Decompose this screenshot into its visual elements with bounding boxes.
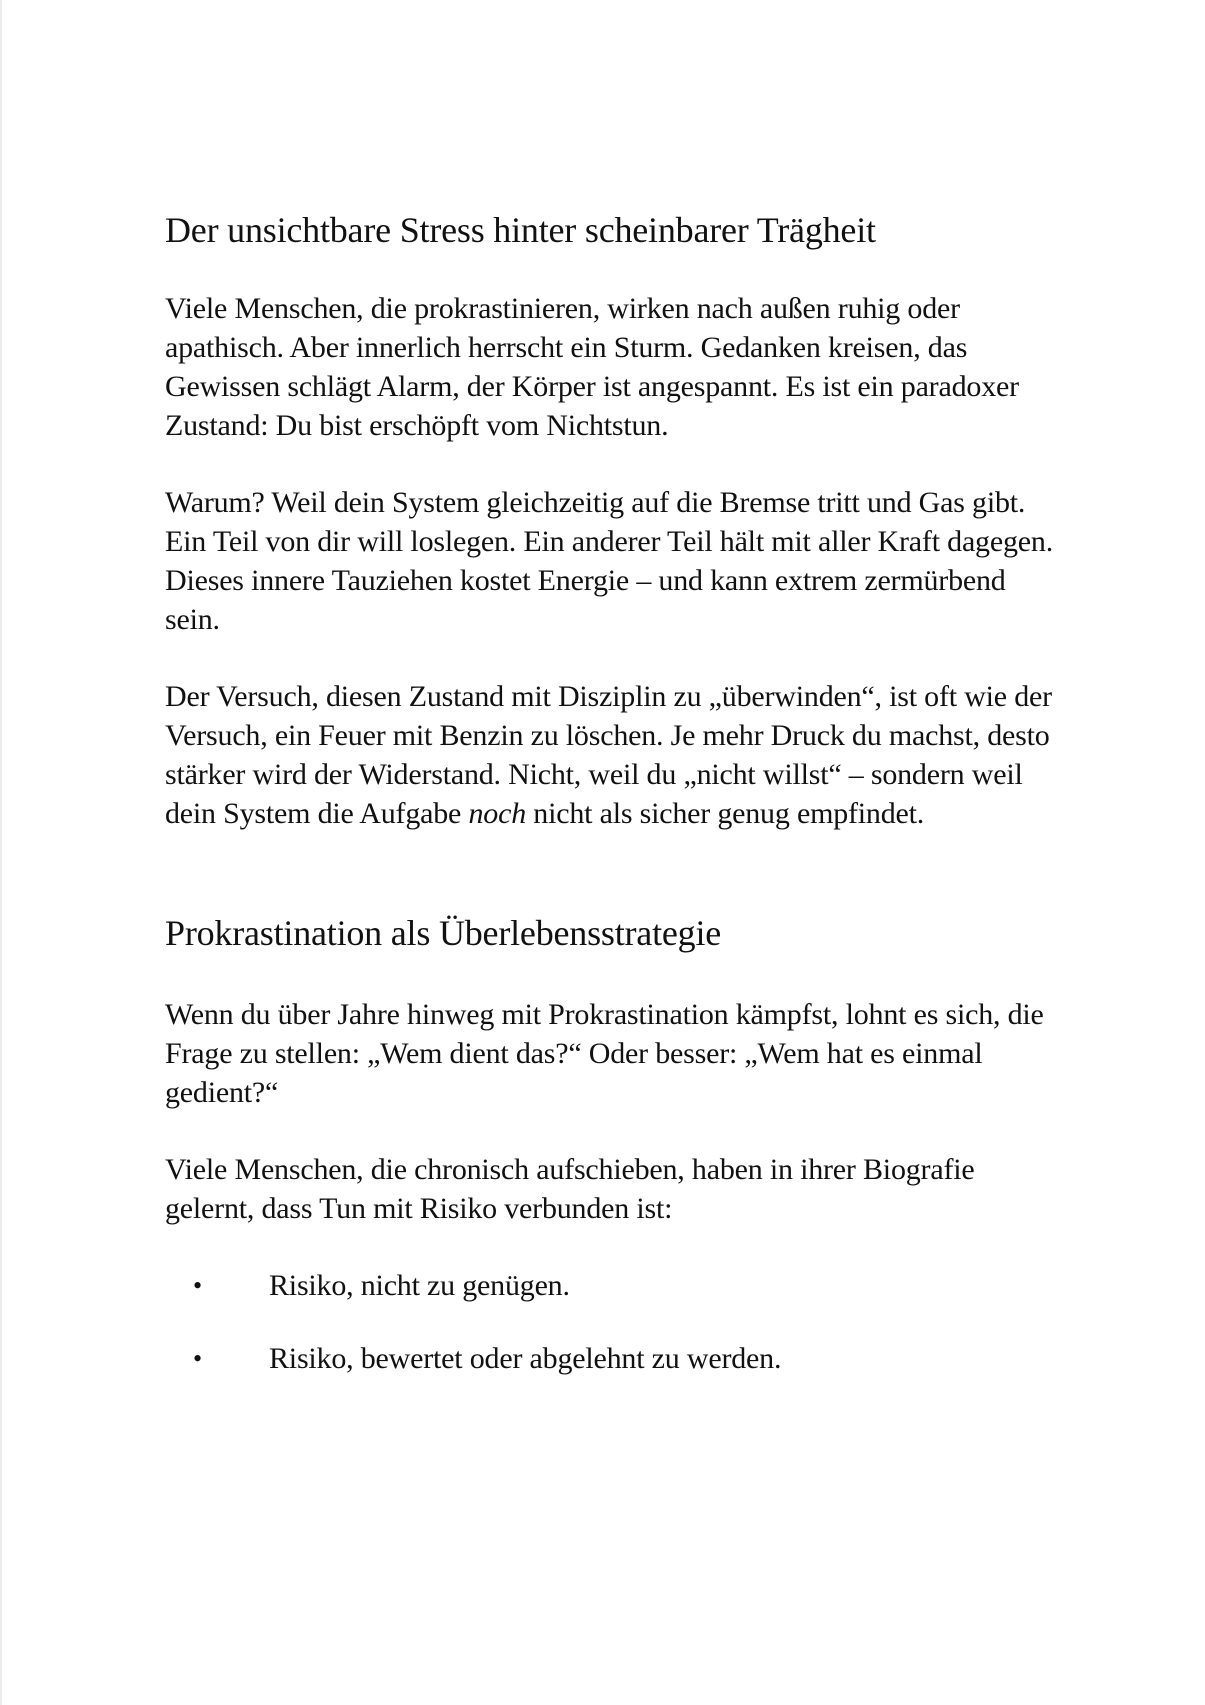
list-item-text: Risiko, nicht zu genügen.	[269, 1269, 570, 1302]
list-item	[165, 1266, 1065, 1305]
paragraph: Warum? Weil dein System gleichzeitig auf die Bremse tritt und Gas gibt. Ein Teil von dir will loslegen. Ein anderer Teil hält mit aller Kraft dagegen. Dieses innere Tauziehen kostet Energie – und kann extrem zermürbend sein.	[165, 486, 1053, 636]
section-heading-survival-strategy: Prokrastination als Überlebensstrategie	[165, 913, 722, 953]
page-content	[165, 208, 1065, 1412]
emphasis-text: noch	[468, 797, 526, 830]
paragraph-text: Der Versuch, diesen Zustand mit Disziplin zu „überwinden“, ist oft wie der Versuch, ein Feuer mit Benzin zu löschen. Je mehr Druck du machst, desto stärker wird der Widerstand. Nicht, weil du „nicht willst“ – sondern weil dein System die Aufgabe	[165, 680, 1052, 830]
paragraph: Wenn du über Jahre hinweg mit Prokrastination kämpfst, lohnt es sich, die Frage zu stellen: „Wem dient das?“ Oder besser: „Wem hat es einmal gedient?“	[165, 998, 1044, 1109]
bullet-list	[165, 1266, 1065, 1378]
paragraph: Viele Menschen, die prokrastinieren, wirken nach außen ruhig oder apathisch. Aber innerlich herrscht ein Sturm. Gedanken kreisen, das Gewissen schlägt Alarm, der Körper ist angespannt. Es ist ein paradoxer Zustand: Du bist erschöpft vom Nichtstun.	[165, 292, 1019, 442]
list-item-text: Risiko, bewertet oder abgelehnt zu werden.	[269, 1342, 782, 1375]
bullet-icon: •	[193, 1271, 202, 1300]
section-heading-stress: Der unsichtbare Stress hinter scheinbarer Trägheit	[165, 210, 876, 250]
paragraph	[165, 677, 1065, 833]
paragraph: Viele Menschen, die chronisch aufschieben, haben in ihrer Biografie gelernt, dass Tun mit Risiko verbunden ist:	[165, 1153, 975, 1225]
bullet-icon: •	[193, 1344, 202, 1373]
list-item	[165, 1339, 1065, 1378]
paragraph-text: nicht als sicher genug empfindet.	[526, 797, 925, 830]
